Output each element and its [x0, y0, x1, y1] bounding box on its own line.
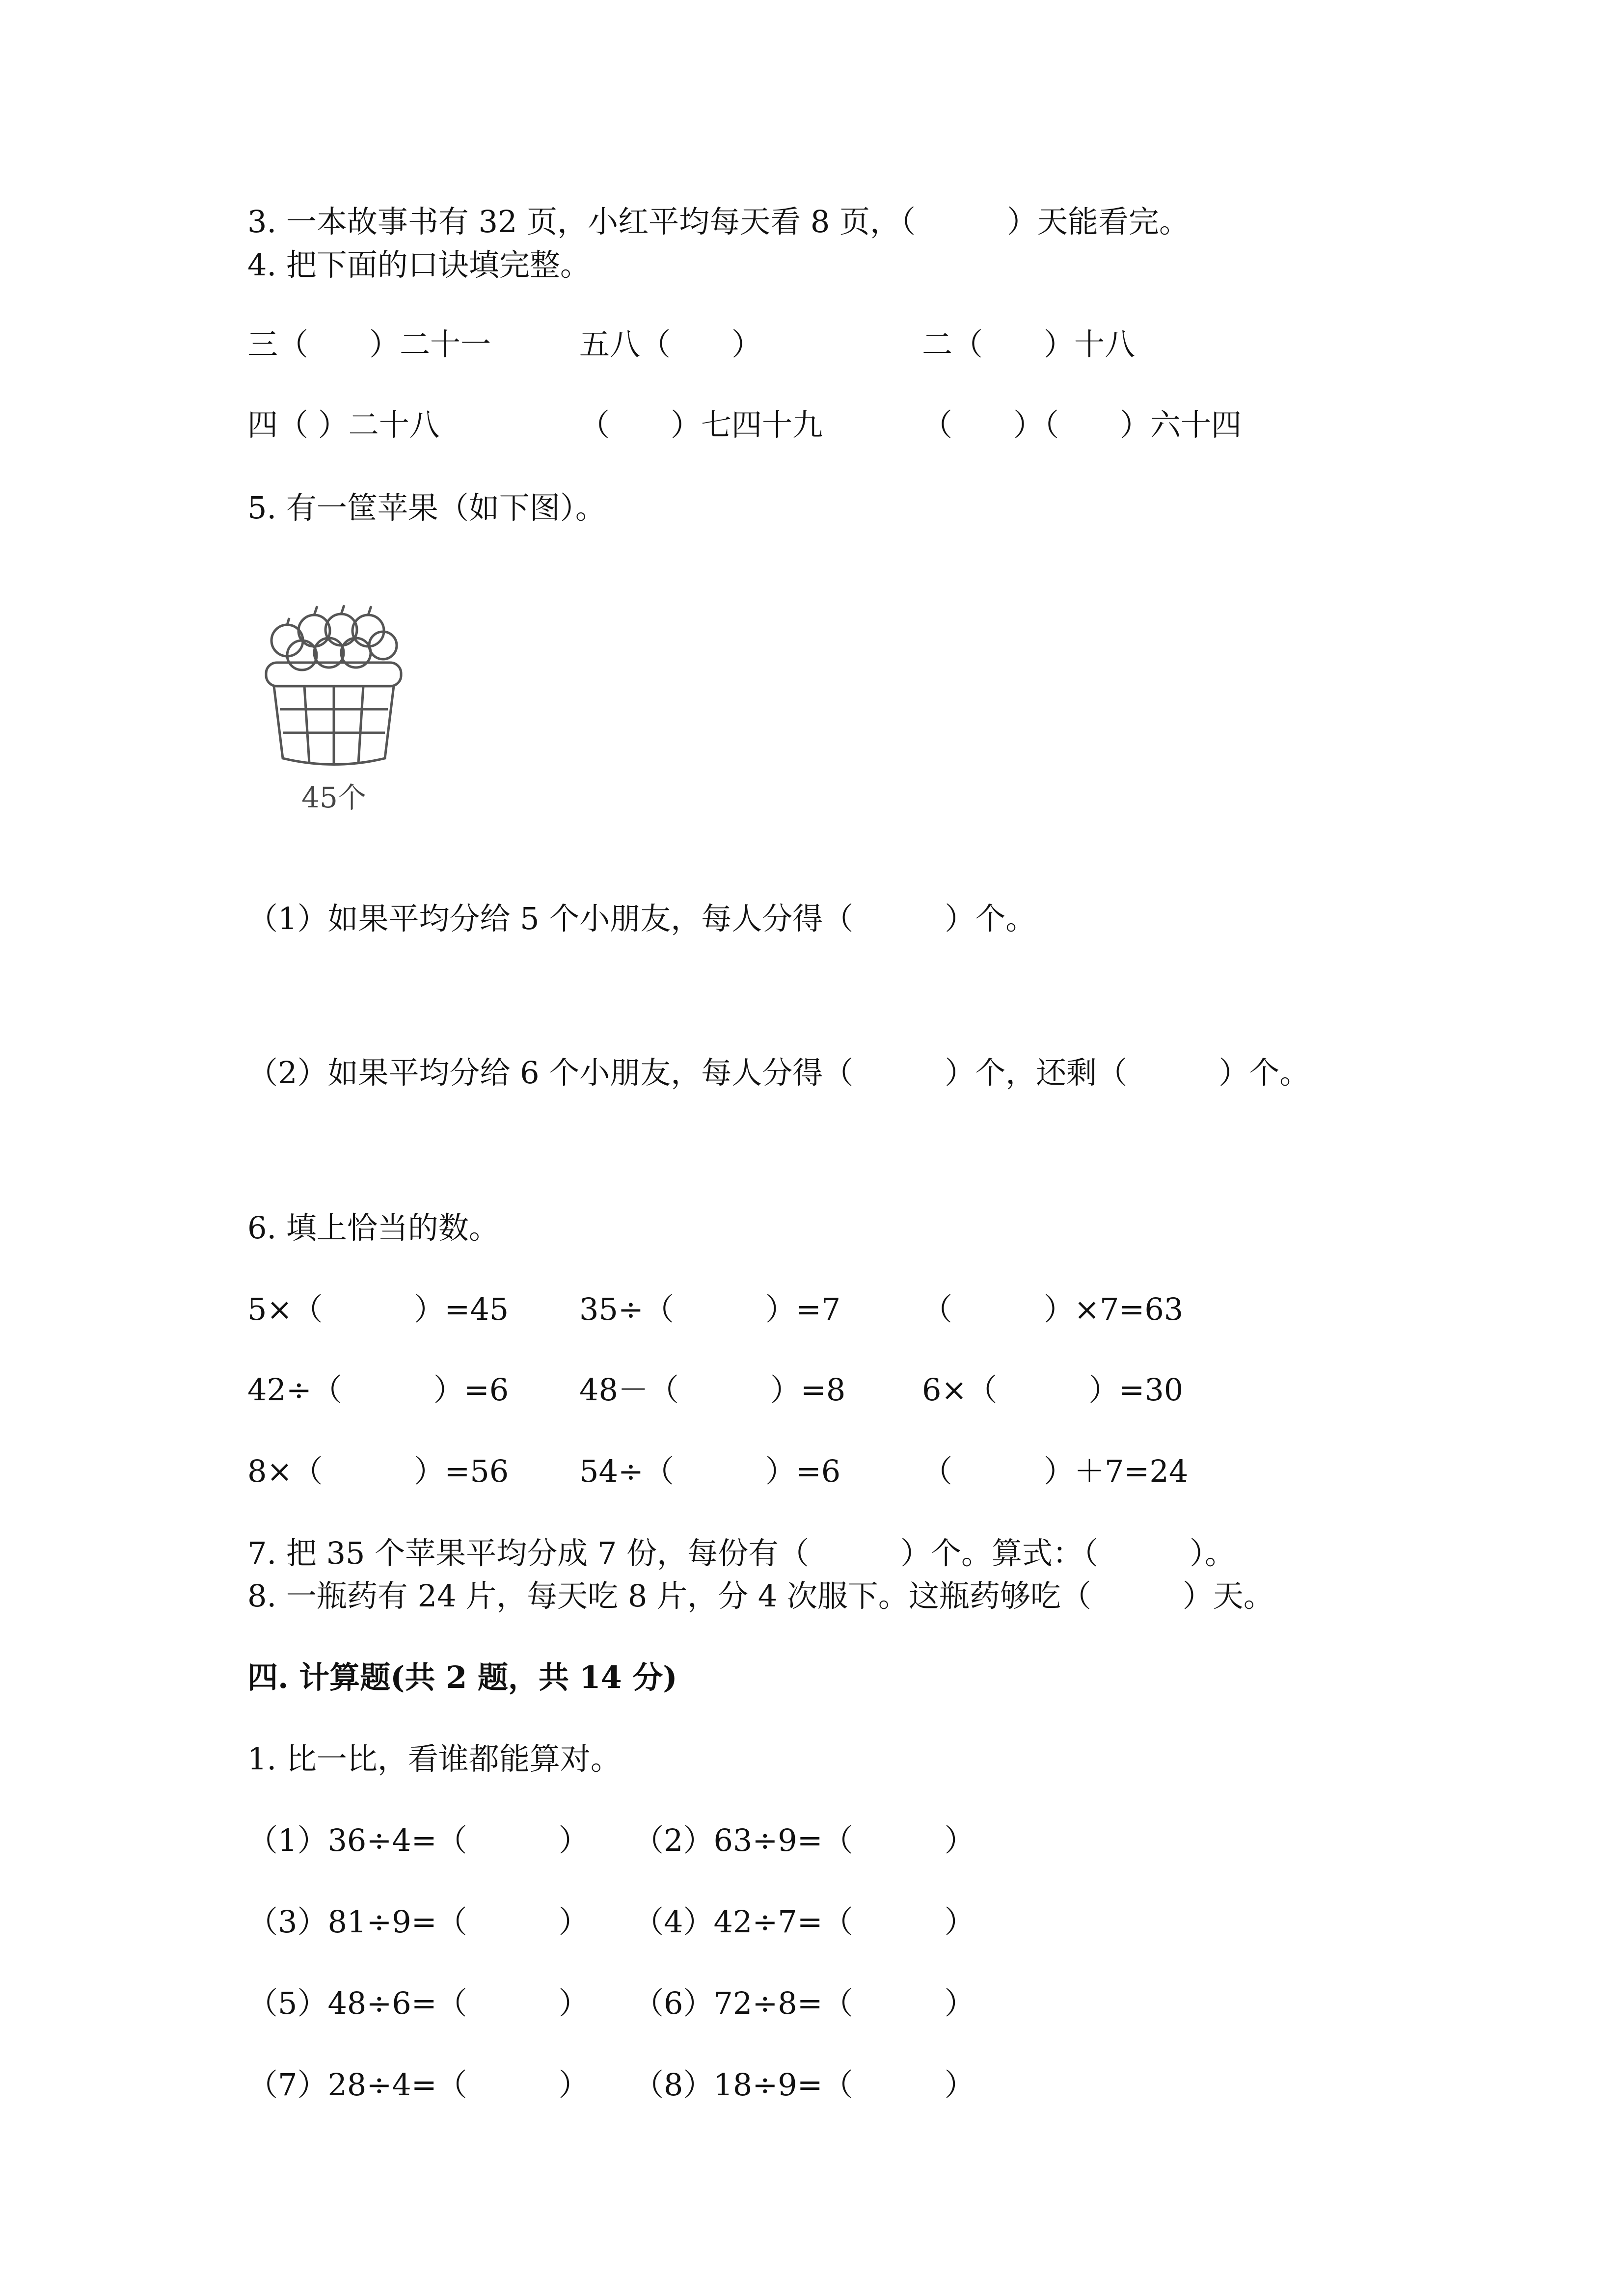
q4-r2-c1: 四（ ）二十八 [247, 407, 440, 443]
q6-r3-c2: 54÷（ ）=6 [579, 1453, 841, 1489]
question-5-title: 5. 有一筐苹果（如下图）。 [247, 490, 606, 526]
q6-r3-c3: （ ）＋7=24 [922, 1453, 1189, 1489]
q6-r1-c1: 5×（ ）=45 [247, 1291, 509, 1327]
calc-item: （8）18÷9=（ ） [633, 2067, 975, 2103]
section-4-q1-title: 1. 比一比，看谁都能算对。 [247, 1741, 621, 1777]
q6-r2-c2: 48－（ ）=8 [579, 1372, 846, 1408]
calc-item: （4）42÷7=（ ） [633, 1904, 975, 1940]
calc-item: （2）63÷9=（ ） [633, 1822, 975, 1858]
question-5-sub-1: （1）如果平均分给 5 个小朋友，每人分得（ ）个。 [247, 901, 1036, 936]
basket-label: 45个 [301, 781, 366, 814]
calc-item: （3）81÷9=（ ） [247, 1904, 589, 1940]
calc-item: （5）48÷6=（ ） [247, 1985, 589, 2021]
question-8: 8. 一瓶药有 24 片，每天吃 8 片，分 4 次服下。这瓶药够吃（ ）天。 [247, 1578, 1274, 1614]
q4-r2-c3: （ ）（ ）六十四 [922, 407, 1242, 443]
q4-r1-c2: 五八（ ） [579, 326, 762, 362]
q6-r2-c1: 42÷（ ）=6 [247, 1372, 509, 1408]
q4-r1-c3: 二（ ）十八 [922, 326, 1136, 362]
calc-item: （6）72÷8=（ ） [633, 1985, 975, 2021]
calc-item: （7）28÷4=（ ） [247, 2067, 589, 2103]
apple-basket-figure [260, 601, 407, 817]
section-4-heading: 四. 计算题(共 2 题，共 14 分) [247, 1659, 677, 1695]
question-4-title: 4. 把下面的口诀填完整。 [247, 247, 591, 283]
basket-weave [280, 686, 388, 766]
q6-r1-c2: 35÷（ ）=7 [579, 1291, 841, 1327]
question-3: 3. 一本故事书有 32 页，小红平均每天看 8 页，（ ）天能看完。 [247, 204, 1190, 240]
question-6-title: 6. 填上恰当的数。 [247, 1210, 499, 1246]
q6-r3-c1: 8×（ ）=56 [247, 1453, 509, 1489]
q6-r1-c3: （ ）×7=63 [922, 1291, 1184, 1327]
question-7: 7. 把 35 个苹果平均分成 7 份，每份有（ ）个。算式：（ ）。 [247, 1535, 1236, 1571]
question-5-sub-2: （2）如果平均分给 6 个小朋友，每人分得（ ）个，还剩（ ）个。 [247, 1055, 1310, 1091]
q4-r1-c1: 三（ ）二十一 [247, 326, 491, 362]
calc-item: （1）36÷4=（ ） [247, 1822, 589, 1858]
q4-r2-c2: （ ）七四十九 [579, 407, 823, 443]
q6-r2-c3: 6×（ ）=30 [922, 1372, 1184, 1408]
